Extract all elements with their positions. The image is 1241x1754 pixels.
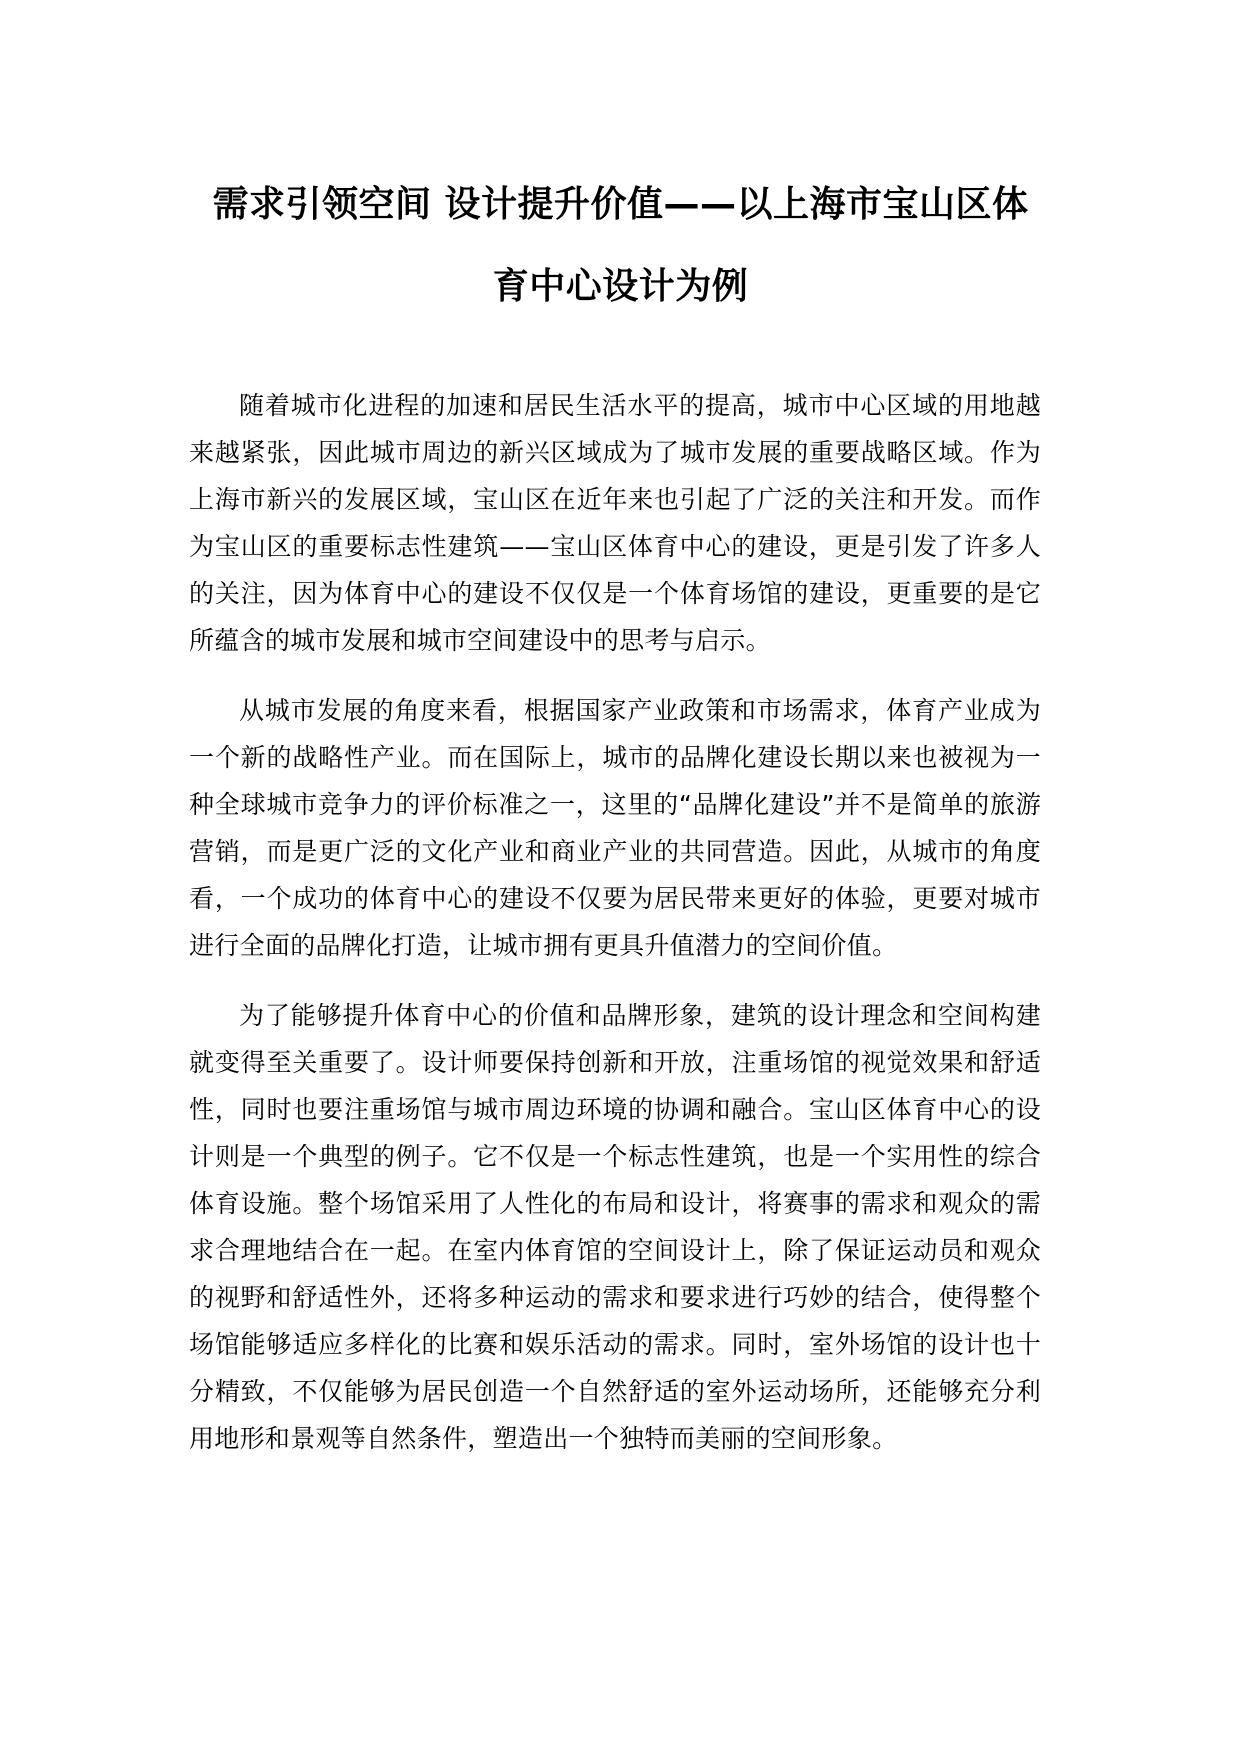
- body-paragraph: 为了能够提升体育中心的价值和品牌形象，建筑的设计理念和空间构建就变得至关重要了。设计师要保持创新和开放，注重场馆的视觉效果和舒适性，同时也要注重场馆与城市周边环境的协调和融合。宝山区体育中心的设计则是一个典型的例子。它不仅是一个标志性建筑，也是一个实用性的综合体育设施。整个场馆采用了人性化的布局和设计，将赛事的需求和观众的需求合理地结合在一起。在室内体育馆的空间设计上，除了保证运动员和观众的视野和舒适性外，还将多种运动的需求和要求进行巧妙的结合，使得整个场馆能够适应多样化的比赛和娱乐活动的需求。同时，室外场馆的设计也十分精致，不仅能够为居民创造一个自然舒适的室外运动场所，还能够充分利用地形和景观等自然条件，塑造出一个独特而美丽的空间形象。: [189, 1001, 1041, 1453]
- document-body: [189, 382, 1041, 1485]
- body-paragraph: 从城市发展的角度来看，根据国家产业政策和市场需求，体育产业成为一个新的战略性产业。而在国际上，城市的品牌化建设长期以来也被视为一种全球城市竞争力的评价标准之一，这里的“品牌化建设”并不是简单的旅游营销，而是更广泛的文化产业和商业产业的共同营造。因此，从城市的角度看，一个成功的体育中心的建设不仅要为居民带来更好的体验，更要对城市进行全面的品牌化打造，让城市拥有更具升值潜力的空间价值。: [189, 696, 1041, 960]
- body-paragraph: 随着城市化进程的加速和居民生活水平的提高，城市中心区域的用地越来越紧张，因此城市周边的新兴区域成为了城市发展的重要战略区域。作为上海市新兴的发展区域，宝山区在近年来也引起了广泛的关注和开发。而作为宝山区的重要标志性建筑——宝山区体育中心的建设，更是引发了许多人的关注，因为体育中心的建设不仅仅是一个体育场馆的建设，更重要的是它所蕴含的城市发展和城市空间建设中的思考与启示。: [189, 391, 1041, 655]
- document-title-line-1: 需求引领空间 设计提升价值——以上海市宝山区体: [212, 184, 1029, 225]
- document-title-line-2: 育中心设计为例: [492, 266, 749, 307]
